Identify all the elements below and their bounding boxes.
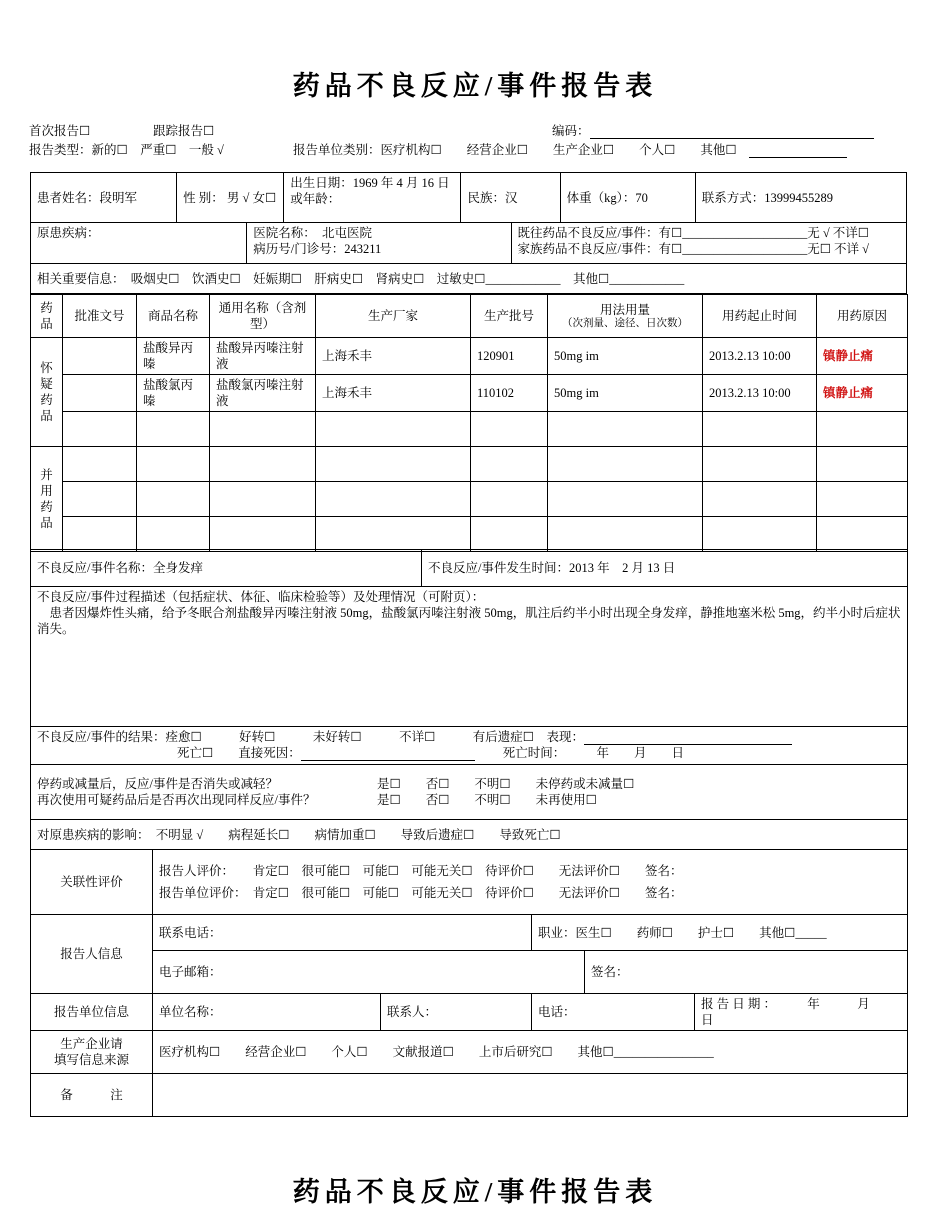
empty-cell[interactable]: [471, 517, 548, 552]
empty-cell[interactable]: [316, 517, 471, 552]
weight: 体重（kg）：70: [560, 173, 695, 223]
event-description-text: 患者因爆炸性头痛，给予冬眠合剂盐酸异丙嗪注射液 50mg，盐酸氯丙嗪注射液 50mg，肌注后约半小时出现全身发痒，静推地塞米松 5mg，约半小时后症状消失。: [37, 606, 901, 636]
empty-cell[interactable]: [316, 482, 471, 517]
empty-cell[interactable]: [703, 517, 817, 552]
reporter-info-label: 报告人信息: [31, 915, 153, 994]
source-label-cell: [31, 1031, 153, 1074]
disease-impact[interactable]: 对原患疾病的影响： 不明显 √ 病程延长☐ 病情加重☐ 导致后遗症☐ 导致死亡☐: [31, 820, 908, 850]
empty-cell[interactable]: [63, 412, 137, 447]
evaluation-label: 关联性评价: [31, 850, 153, 915]
col-dosage: [548, 295, 703, 338]
code-field[interactable]: [590, 124, 874, 139]
empty-cell[interactable]: [63, 517, 137, 552]
reporter-email[interactable]: 电子邮箱：: [153, 951, 585, 994]
col-dosage-title: 用法用量: [599, 303, 650, 317]
reuse-answers[interactable]: 是☐ 否☐ 不明☐ 未再使用☐: [377, 793, 597, 807]
source-options[interactable]: 医疗机构☐ 经营企业☐ 个人☐ 文献报道☐ 上市后研究☐ 其他☐________________: [153, 1031, 908, 1074]
row1-manufacturer: 上海禾丰: [316, 338, 471, 375]
reporter-signature[interactable]: 签名：: [585, 951, 908, 994]
empty-cell[interactable]: [63, 482, 137, 517]
row1-dosage: 50mg im: [548, 338, 703, 375]
evaluation-cell: [153, 850, 908, 915]
event-time: 不良反应/事件发生时间：2013 年 2 月 13 日: [422, 550, 908, 587]
patient-info-table: [30, 172, 907, 294]
concomitant-drugs-text: 并用药品: [40, 468, 53, 530]
col-approval: 批准文号: [63, 295, 137, 338]
row1-trade-name: 盐酸异丙嗪: [137, 338, 210, 375]
dechallenge-cell: [31, 765, 908, 820]
event-result-line1: [37, 729, 901, 745]
adr-history-cell: [511, 223, 906, 264]
empty-cell[interactable]: [703, 447, 817, 482]
row2-dosage: 50mg im: [548, 375, 703, 412]
empty-cell[interactable]: [548, 482, 703, 517]
related-info[interactable]: 相关重要信息： 吸烟史☐ 饮酒史☐ 妊娠期☐ 肝病史☐ 肾病史☐ 过敏史☐____________ 其他☐____________: [31, 264, 907, 294]
row2-time: 2013.2.13 10:00: [703, 375, 817, 412]
unit-info-label: 报告单位信息: [31, 994, 153, 1031]
empty-cell[interactable]: [137, 447, 210, 482]
empty-cell[interactable]: [817, 482, 908, 517]
empty-cell[interactable]: [210, 447, 316, 482]
remarks-label: 备 注: [31, 1074, 153, 1117]
family-adr[interactable]: 家族药品不良反应/事件：有☐____________________无☐ 不详 √: [517, 242, 870, 256]
empty-cell[interactable]: [210, 517, 316, 552]
death-time: 死亡时间： 年 月 日: [502, 746, 684, 760]
stop-answers[interactable]: 是☐ 否☐ 不明☐ 未停药或未减量☐: [377, 777, 635, 791]
suspect-drugs-text: 怀疑药品: [40, 361, 53, 423]
hospital-name: 医院名称： 北屯医院: [253, 226, 372, 240]
evaluation-table: [30, 849, 908, 1117]
patient-sex[interactable]: 性 别： 男 √ 女☐: [177, 173, 284, 223]
reporter-phone[interactable]: 联系电话：: [153, 915, 532, 951]
contact-info: 联系方式：13999455289: [695, 173, 906, 223]
row2-generic-name: 盐酸氯丙嗪注射液: [210, 375, 316, 412]
row2-trade-name: 盐酸氯丙嗪: [137, 375, 210, 412]
form-title: 药品不良反应/事件报告表: [292, 71, 658, 101]
follow-report-checkbox[interactable]: 跟踪报告☐: [153, 124, 215, 138]
first-report-checkbox[interactable]: 首次报告☐: [29, 124, 91, 138]
drug-table: [30, 294, 908, 552]
report-type-options[interactable]: 报告类型：新的☐ 严重☐ 一般 √: [29, 143, 224, 157]
row1-batch: 120901: [471, 338, 548, 375]
source-label-line2: 填写信息来源: [53, 1053, 129, 1067]
event-name: 不良反应/事件名称：全身发痒: [31, 550, 422, 587]
reporter-job[interactable]: 职业：医生☐ 药师☐ 护士☐ 其他☐_____: [532, 915, 908, 951]
empty-cell[interactable]: [703, 482, 817, 517]
empty-cell[interactable]: [548, 517, 703, 552]
empty-cell[interactable]: [817, 447, 908, 482]
stop-question-row: [37, 776, 901, 792]
age: 或年龄：: [290, 192, 341, 206]
patient-name: 患者姓名：段明军: [31, 173, 177, 223]
reuse-question: 再次使用可疑药品后是否再次出现同样反应/事件？: [37, 793, 316, 807]
row1-time: 2013.2.13 10:00: [703, 338, 817, 375]
row2-batch: 110102: [471, 375, 548, 412]
unit-phone[interactable]: 电话：: [532, 994, 695, 1031]
unit-name[interactable]: 单位名称：: [153, 994, 381, 1031]
empty-cell[interactable]: [471, 482, 548, 517]
empty-cell[interactable]: [817, 517, 908, 552]
col-reason: 用药原因: [817, 295, 908, 338]
empty-cell[interactable]: [316, 412, 471, 447]
row1-reason: 镇静止痛: [817, 338, 908, 375]
empty-cell[interactable]: [817, 412, 908, 447]
empty-cell[interactable]: [316, 447, 471, 482]
empty-cell[interactable]: [548, 412, 703, 447]
unit-contact[interactable]: 联系人：: [381, 994, 532, 1031]
col-dosage-sub: （次剂量、途径、日次数）: [562, 318, 688, 329]
event-description-label: 不良反应/事件过程描述（包括症状、体征、临床检验等）及处理情况（可附页）：: [37, 590, 485, 604]
empty-cell[interactable]: [137, 412, 210, 447]
empty-cell[interactable]: [63, 447, 137, 482]
concomitant-drugs-label: [31, 447, 63, 552]
reuse-question-row: [37, 792, 901, 808]
empty-cell[interactable]: [137, 517, 210, 552]
past-adr[interactable]: 既往药品不良反应/事件：有☐____________________无 √ 不详☐: [517, 226, 870, 240]
empty-cell[interactable]: [210, 412, 316, 447]
death-cause-field[interactable]: [301, 746, 475, 761]
unit-type-text: 报告单位类别：医疗机构☐ 经营企业☐ 生产企业☐ 个人☐ 其他☐: [293, 143, 737, 157]
event-result-options[interactable]: 不良反应/事件的结果：痊愈☐ 好转☐ 未好转☐ 不详☐ 有后遗症☐ 表现：: [37, 730, 585, 744]
col-drug: [31, 295, 63, 338]
event-result-line2: [37, 745, 901, 761]
ethnicity: 民族：汉: [461, 173, 560, 223]
stop-question: 停药或减量后，反应/事件是否消失或减轻？: [37, 777, 278, 791]
death-options[interactable]: 死亡☐ 直接死因：: [177, 746, 301, 760]
birth-date: 出生日期：1969 年 4 月 16 日: [290, 176, 450, 190]
reporter-evaluation[interactable]: 报告人评价： 肯定☐ 很可能☐ 可能☐ 可能无关☐ 待评价☐ 无法评价☐ 签名：: [159, 864, 683, 878]
empty-cell[interactable]: [548, 447, 703, 482]
footer-title: 药品不良反应/事件报告表: [292, 1177, 658, 1207]
event-table: [30, 549, 908, 850]
col-generic-name: 通用名称（含剂型）: [210, 295, 316, 338]
unit-evaluation[interactable]: 报告单位评价： 肯定☐ 很可能☐ 可能☐ 可能无关☐ 待评价☐ 无法评价☐ 签名：: [159, 886, 683, 900]
unit-type-options[interactable]: [293, 140, 847, 158]
remarks-field[interactable]: [153, 1074, 908, 1117]
col-trade-name: 商品名称: [137, 295, 210, 338]
empty-cell[interactable]: [471, 412, 548, 447]
birth-date-cell: [284, 173, 461, 223]
empty-cell[interactable]: [471, 447, 548, 482]
row1-approval[interactable]: [63, 338, 137, 375]
event-description-cell[interactable]: [31, 587, 908, 727]
col-batch: 生产批号: [471, 295, 548, 338]
record-number: 病历号/门诊号：243211: [253, 242, 382, 256]
hospital-cell: [247, 223, 511, 264]
row2-manufacturer: 上海禾丰: [316, 375, 471, 412]
original-disease: 原患疾病：: [31, 223, 247, 264]
report-date[interactable]: 报 告 日 期 ： 年 月 日: [695, 994, 908, 1031]
event-result-cell[interactable]: [31, 727, 908, 765]
code-label-text: 编码：: [552, 124, 590, 138]
empty-cell[interactable]: [137, 482, 210, 517]
code-label: [552, 121, 874, 139]
source-label-line1: 生产企业请: [60, 1037, 123, 1051]
col-time: 用药起止时间: [703, 295, 817, 338]
row2-reason: 镇静止痛: [817, 375, 908, 412]
col-manufacturer: 生产厂家: [316, 295, 471, 338]
row1-generic-name: 盐酸异丙嗪注射液: [210, 338, 316, 375]
row2-approval[interactable]: [63, 375, 137, 412]
empty-cell[interactable]: [703, 412, 817, 447]
unit-type-other-field[interactable]: [749, 143, 847, 158]
suspect-drugs-label: [31, 338, 63, 447]
empty-cell[interactable]: [210, 482, 316, 517]
col-drug-text: 药品: [40, 301, 53, 331]
sequela-field[interactable]: [584, 730, 792, 745]
